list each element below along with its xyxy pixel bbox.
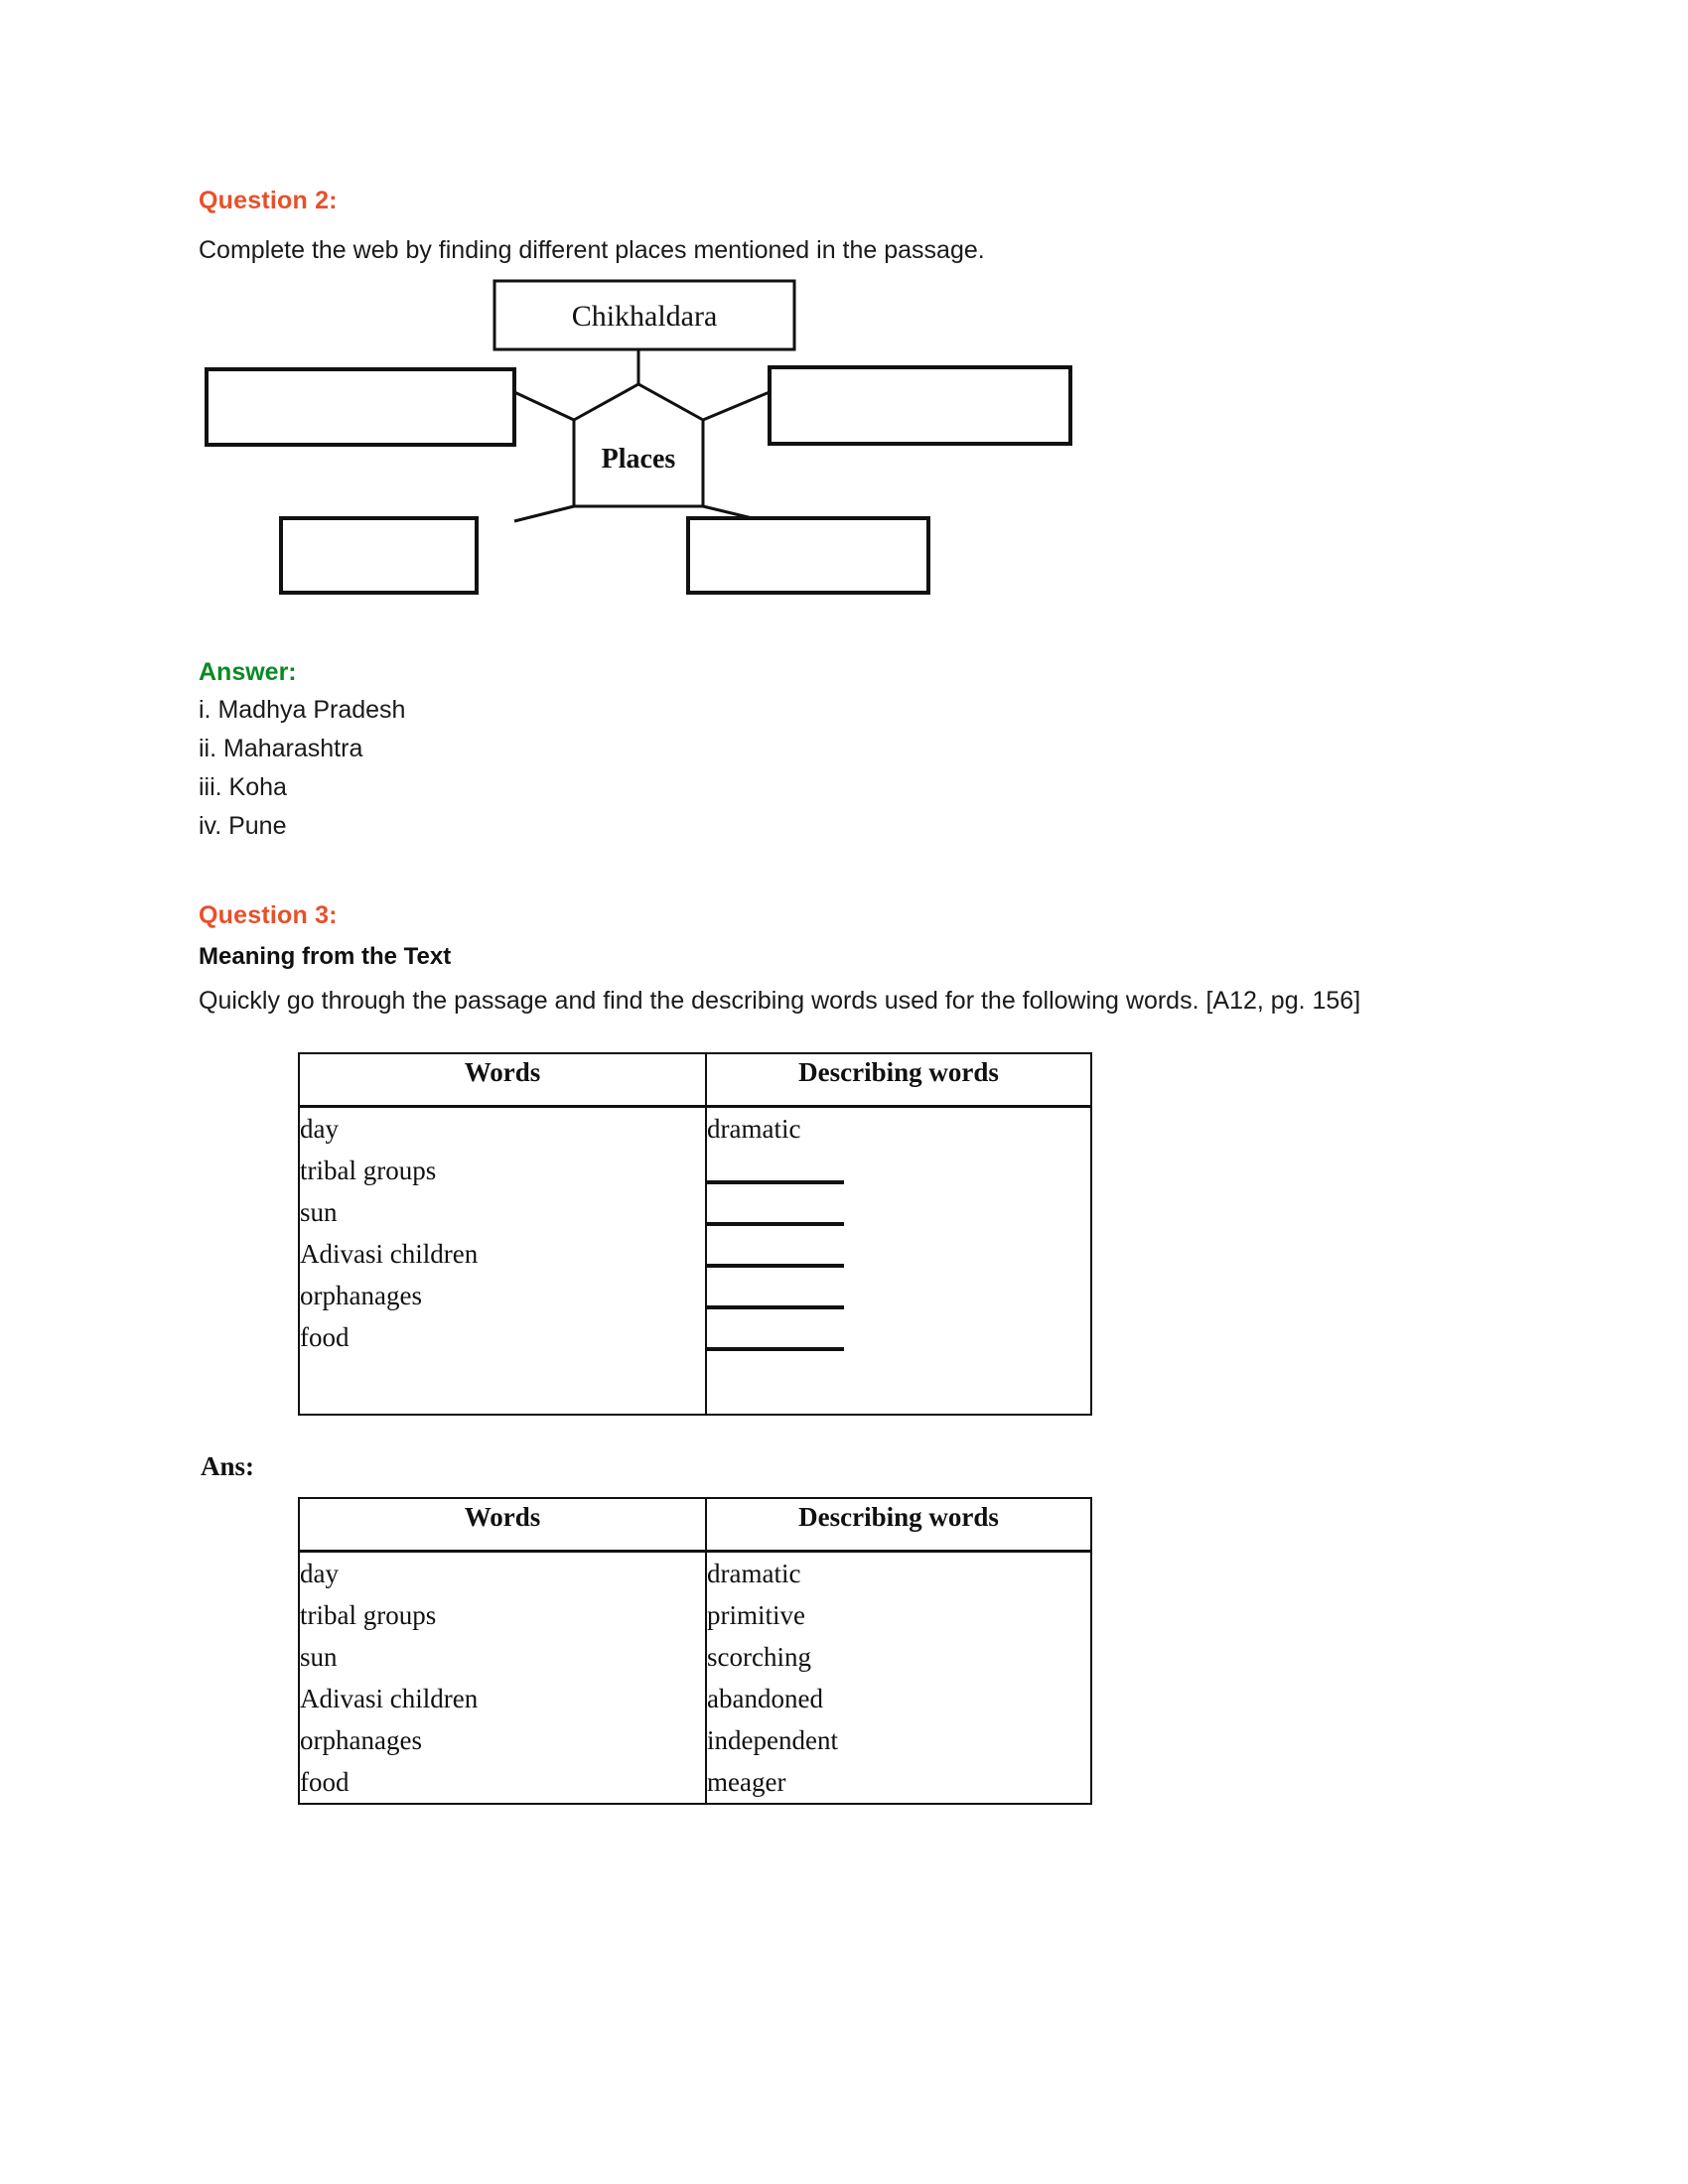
table1-words-spacer: [300, 1358, 705, 1414]
connector-left: [514, 392, 574, 420]
table1-header-words: Words: [299, 1053, 706, 1107]
table1-words-cell: [299, 1107, 706, 1416]
describing-words-blank-table: [298, 1052, 1092, 1416]
connector-bottom-left: [514, 506, 574, 521]
table2-describing-3: scorching: [707, 1642, 811, 1672]
table1-describing-1: dramatic: [707, 1114, 801, 1144]
places-web-diagram: [179, 273, 1132, 611]
table1-word-4: Adivasi children: [300, 1239, 479, 1269]
table-header-row: [299, 1498, 1091, 1552]
question-3-subtitle: Meaning from the Text: [199, 943, 452, 970]
question-3-prompt: Quickly go through the passage and find the describing words used for the following words. [A12, pg. 156]: [199, 987, 1361, 1015]
table1-describing-spacer: [707, 1358, 1090, 1414]
table1-header-describing: Describing words: [706, 1053, 1091, 1107]
table2-words-cell: [299, 1552, 706, 1805]
table2-word-3: sun: [300, 1642, 338, 1672]
table2-word-6: food: [300, 1767, 350, 1797]
table2-header-words: Words: [299, 1498, 706, 1552]
table-row: [299, 1107, 1091, 1416]
table2-describing-4: abandoned: [707, 1684, 823, 1713]
table-row: [299, 1552, 1091, 1805]
table1-word-2: tribal groups: [300, 1156, 437, 1185]
table1-blank-rule-2[interactable]: [707, 1150, 1090, 1191]
table2-header-describing: Describing words: [706, 1498, 1091, 1552]
table2-word-1: day: [300, 1559, 339, 1588]
table2-describing-6: meager: [707, 1767, 786, 1797]
table1-word-3: sun: [300, 1197, 338, 1227]
answer-2-item-2: ii. Maharashtra: [199, 735, 363, 762]
answer-2-heading: Answer:: [199, 658, 297, 686]
table1-word-1: day: [300, 1114, 339, 1144]
table2-describing-1: dramatic: [707, 1559, 801, 1588]
answer-3-label: Ans:: [201, 1451, 255, 1481]
table1-word-5: orphanages: [300, 1281, 422, 1310]
table1-blank-rule-6[interactable]: [707, 1316, 1090, 1358]
table2-word-2: tribal groups: [300, 1600, 437, 1630]
empty-box-bottom-left[interactable]: [281, 518, 477, 593]
table1-blank-rule-4[interactable]: [707, 1233, 1090, 1275]
chikhaldara-box-label: Chikhaldara: [571, 300, 718, 333]
table-header-row: [299, 1053, 1091, 1107]
question-2-heading: Question 2:: [199, 187, 338, 214]
table1-describing-cell: [706, 1107, 1091, 1416]
table2-describing-5: independent: [707, 1725, 838, 1755]
answer-2-item-3: iii. Koha: [199, 773, 287, 801]
table2-word-5: orphanages: [300, 1725, 422, 1755]
empty-box-right[interactable]: [770, 367, 1070, 444]
answer-2-item-4: iv. Pune: [199, 812, 287, 840]
table1-blank-rule-3[interactable]: [707, 1191, 1090, 1233]
table2-describing-cell: [706, 1552, 1091, 1805]
connector-right: [703, 392, 770, 420]
question-3-heading: Question 3:: [199, 901, 338, 929]
places-center-label: Places: [601, 444, 676, 475]
question-2-prompt: Complete the web by finding different places mentioned in the passage.: [199, 236, 985, 264]
empty-box-left[interactable]: [207, 369, 514, 445]
table2-describing-2: primitive: [707, 1600, 805, 1630]
table1-blank-rule-5[interactable]: [707, 1275, 1090, 1316]
table2-word-4: Adivasi children: [300, 1684, 479, 1713]
answer-2-item-1: i. Madhya Pradesh: [199, 696, 406, 724]
empty-box-bottom-right[interactable]: [688, 518, 928, 593]
table1-word-6: food: [300, 1322, 350, 1352]
describing-words-answer-table: [298, 1497, 1092, 1805]
